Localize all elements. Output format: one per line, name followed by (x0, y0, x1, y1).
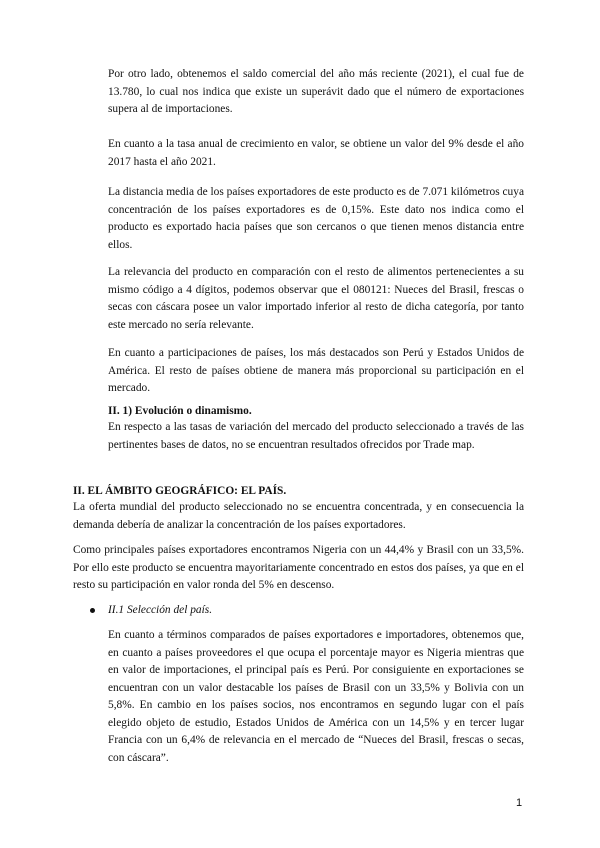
paragraph-product-relevance: La relevancia del producto en comparación con el resto de alimentos pertenecientes a su mismo código a 4 dígitos, podemos observar que el 080121: Nueces del Brasil, frescas o secas con cáscara posee un valor importado inferior al resto de dicha categoría, por tanto este mercado no sería relevante. (108, 266, 524, 331)
bullet-heading-country-selection: II.1 Selección del país. (108, 604, 213, 616)
subsection-heading-evolution: II. 1) Evolución o dinamismo. (108, 405, 252, 417)
paragraph-growth-rate: En cuanto a la tasa anual de crecimiento en valor, se obtiene un valor del 9% desde el año 2017 hasta el año 2021. (108, 138, 524, 168)
page-number: 1 (516, 797, 523, 809)
paragraph-evolution: En respecto a las tasas de variación del mercado del producto seleccionado a través de las pertinentes bases de datos, no se encuentran resultados ofrecidos por Trade map. (108, 421, 524, 451)
section-heading-geographic: II. EL ÁMBITO GEOGRÁFICO: EL PAÍS. (73, 485, 287, 497)
paragraph-trade-balance: Por otro lado, obtenemos el saldo comercial del año más reciente (2021), el cual fue de 13.780, lo cual nos indica que existe un superávit dado que el número de exportaciones supera al de importaciones. (108, 68, 524, 115)
paragraph-country-shares: En cuanto a participaciones de países, los más destacados son Perú y Estados Unidos de América. El resto de países obtiene de manera más proporcional su participación en el mercado. (108, 347, 524, 394)
bullet-item-country-selection (90, 602, 212, 620)
paragraph-average-distance: La distancia media de los países exportadores de este producto es de 7.071 kilómetros cuya concentración de los países exportadores es de 0,15%. Este dato nos indica como el producto es exportado hacia países que son cercanos o que tienen menos distancia entre ellos. (108, 186, 524, 251)
paragraph-world-supply: La oferta mundial del producto seleccionado no se encuentra concentrada, y en consecuencia la demanda debería de analizar la concentración de los países exportadores. (73, 501, 524, 531)
paragraph-country-selection: En cuanto a términos comparados de países exportadores e importadores, obtenemos que, en cuanto a países proveedores el que ocupa el porcentaje mayor es Nigeria mientras que en valor de importaciones, el principal país es Perú. Por consiguiente en exportaciones se encuentran con un valor destacable los países de Brasil con un 33,5% y Bolivia con un 5,8%. En cambio en los países socios, nos encontramos en segundo lugar con el país elegido objeto de estudio, Estados Unidos de América con un 14,5% y en tercer lugar Francia con un 6,4% de relevancia en el mercado de “Nueces del Brasil, frescas o secas, con cáscara”. (108, 629, 524, 764)
bullet-dot-icon (90, 608, 95, 613)
paragraph-main-exporters: Como principales países exportadores encontramos Nigeria con un 44,4% y Brasil con un 33,5%. Por ello este producto se encuentra mayoritariamente concentrado en estos dos países, ya que en el resto su participación en valor ronda del 5% en descenso. (73, 544, 524, 591)
